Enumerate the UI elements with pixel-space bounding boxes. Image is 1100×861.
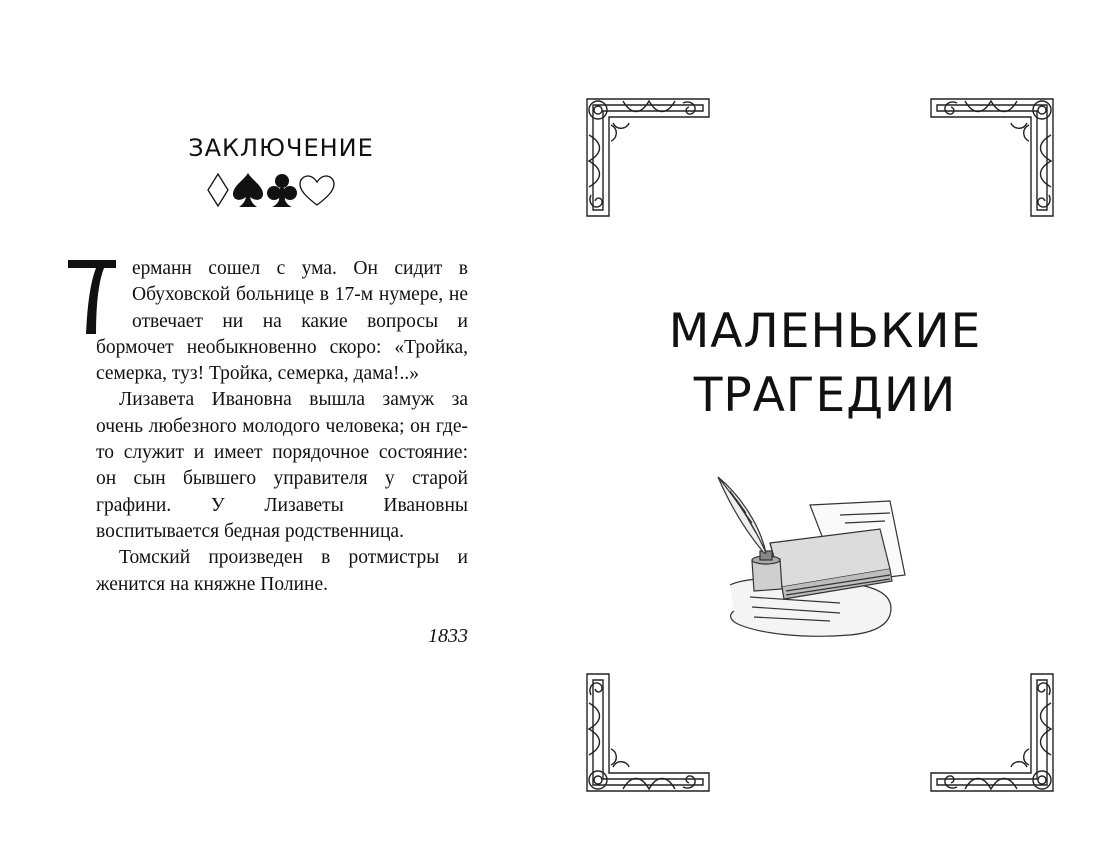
corner-ornament-bottom-right <box>927 670 1057 795</box>
corner-ornament-bottom-left <box>583 670 713 795</box>
chapter-title: ЗАКЛЮЧЕНИЕ <box>188 134 374 162</box>
chapter-text <box>96 256 468 598</box>
heart-icon <box>300 176 334 205</box>
dropcap-g-letter <box>66 258 118 336</box>
diamond-icon <box>208 174 228 206</box>
quill-inkwell-book-icon <box>690 465 930 645</box>
corner-ornament-top-right <box>927 95 1057 220</box>
club-icon <box>267 174 297 207</box>
card-suits <box>204 170 358 210</box>
paragraph-1 <box>96 256 468 387</box>
right-page <box>550 0 1100 861</box>
paragraph-1-text: ерманн сошел с ума. Он сидит в Обуховской больнице в 17-м нумере, не отвечает ни на какие вопросы и бормочет необыкновенно скоро: «Тройка, семерка, туз! Тройка, семерка, дама!..» <box>96 258 468 385</box>
paragraph-2: Лизавета Ивановна вышла замуж за очень любезного молодого человека; он где-то служит и имеет порядочное состояние: он сын бывшего управителя у старой графини. У Лизаветы Ивановны воспитывается бедная родственница. <box>96 389 468 542</box>
year: 1833 <box>428 625 468 647</box>
paragraph-3: Томский произведен в ротмистры и женится на княжне Полине. <box>96 547 468 595</box>
section-title-line1: МАЛЕНЬКИЕ <box>668 304 982 359</box>
spade-icon <box>233 173 263 207</box>
card-suits-svg <box>204 170 358 210</box>
corner-ornament-top-left <box>583 95 713 220</box>
section-title <box>630 300 1020 428</box>
section-title-line2: ТРАГЕДИИ <box>693 368 957 423</box>
